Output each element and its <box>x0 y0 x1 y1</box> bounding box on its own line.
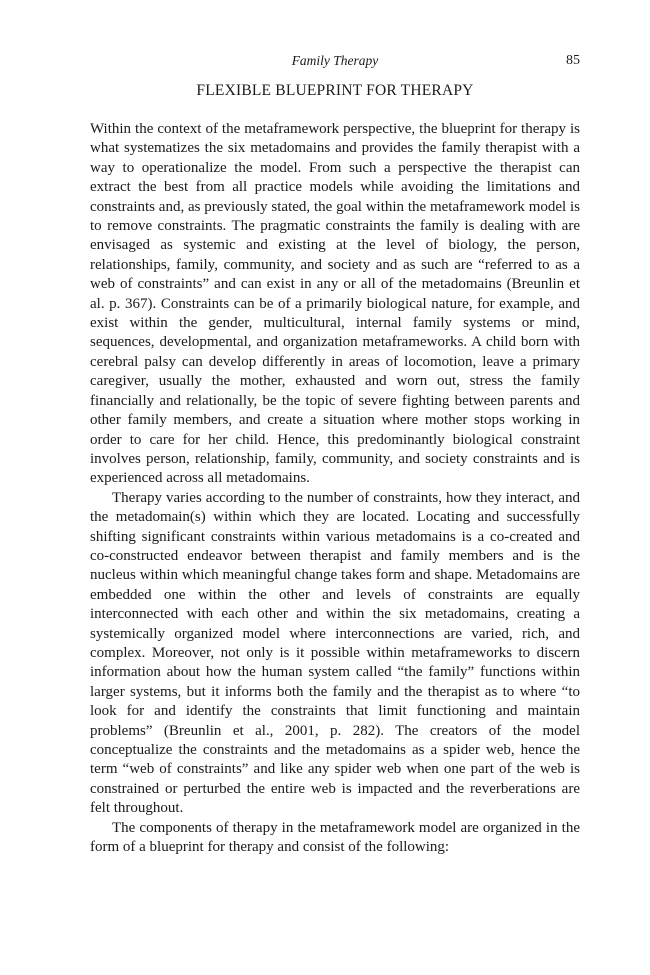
running-head <box>90 51 580 71</box>
section-heading: FLEXIBLE BLUEPRINT FOR THERAPY <box>196 82 474 99</box>
paragraph: Therapy varies according to the number of constraints, how they interact, and the metadomain(s) within which they are located. Locating and successfully shifting significant constraints within various metadomains is a co-created and co-constructed endeavor between therapist and family members and is the nucleus within which meaningful change takes form and shape. Metadomains are embedded one within the other and levels of constraints are equally interconnected with each other and within the six metadomains, creating a systemically organized model where interconnections are varied, rich, and complex. Moreover, not only is it possible within metaframeworks to discern information about how the human system called “the family” functions within larger systems, but it informs both the family and the therapist as to where “to look for and identify the constraints that limit functioning and maintain problems” (Breunlin et al., 2001, p. 282). The creators of the model conceptualize the constraints and the metadomains as a spider web, hence the term “web of constraints” and like any spider web when one part of the web is constrained or perturbed the entire web is impacted and the reverberations are felt throughout. <box>90 489 580 817</box>
paragraph: The components of therapy in the metaframework model are organized in the form of a blueprint for therapy and consist of the following: <box>90 819 580 856</box>
running-title: Family Therapy <box>291 53 379 68</box>
page-number: 85 <box>566 53 580 68</box>
paragraph: Within the context of the metaframework perspective, the blueprint for therapy is what systematizes the six metadomains and provides the family therapist with a way to operationalize the model. From such a perspective the therapist can extract the best from all practice models while avoiding the limitations and constraints and, as previously stated, the goal within the metaframework model is to remove constraints. The pragmatic constraints the family is dealing with are envisaged as systemic and existing at the level of biology, the person, relationships, family, community, and society and as such are “referred to as a web of constraints” and can exist in any or all of the metadomains (Breunlin et al. p. 367). Constraints can be of a primarily biological nature, for example, and exist within the gender, multicultural, internal family systems or mind, sequences, developmental, and organization metaframeworks. A child born with cerebral palsy can develop differently in areas of locomotion, leave a primary caregiver, usually the mother, exhausted and worn out, stress the family financially and relationally, be the topic of severe fighting between parents and other family members, and create a situation where mother stops working in order to care for her child. Hence, this predominantly biological constraint involves person, relationship, family, community, and society constraints and is experienced across all metadomains. <box>90 121 580 487</box>
body-text <box>90 120 580 857</box>
